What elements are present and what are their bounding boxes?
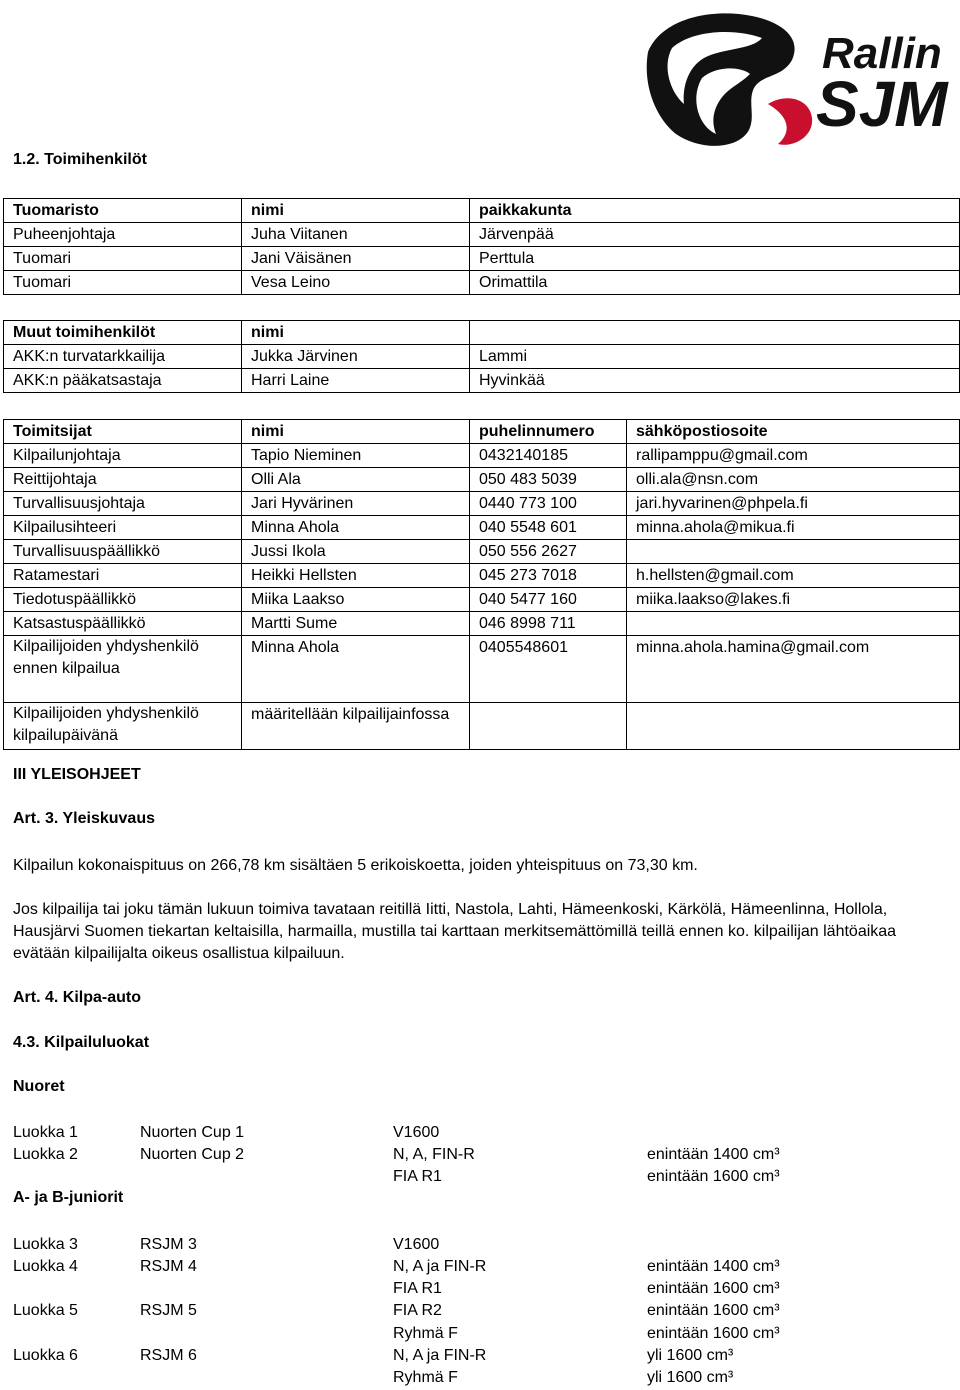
column-header: paikkakunta — [470, 199, 960, 223]
art3-heading: Art. 3. Yleiskuvaus — [13, 810, 155, 827]
class-cup: RSJM 5 — [140, 1302, 197, 1319]
table-row — [4, 703, 960, 750]
column-header: puhelinnumero — [470, 420, 627, 444]
table-cell — [470, 703, 627, 750]
kilpailuluokat-heading: 4.3. Kilpailuluokat — [13, 1034, 150, 1051]
nuoret-heading: Nuoret — [13, 1078, 65, 1095]
class-group: FIA R2 — [393, 1302, 442, 1319]
class-group: V1600 — [393, 1236, 440, 1253]
table-row — [4, 369, 960, 393]
email-cell — [627, 612, 960, 636]
table-cell: Turvallisuusjohtaja — [4, 492, 242, 516]
table-cell: Katsastuspäällikkö — [4, 612, 242, 636]
table-cell: 040 5548 601 — [470, 516, 627, 540]
email-cell: minna.ahola.hamina@gmail.com — [627, 636, 960, 703]
class-group: V1600 — [393, 1124, 440, 1141]
email-cell: rallipamppu@gmail.com — [627, 444, 960, 468]
logo-text-sjm: SJM — [816, 68, 948, 140]
table-cell: Hyvinkää — [470, 369, 960, 393]
toimitsijat-table — [3, 419, 960, 750]
table-row — [4, 468, 960, 492]
tuomaristo-table — [3, 198, 960, 295]
table-cell: 0405548601 — [470, 636, 627, 703]
table-cell: Tapio Nieminen — [242, 444, 470, 468]
class-name: Luokka 4 — [13, 1258, 78, 1275]
class-cup: Nuorten Cup 1 — [140, 1124, 245, 1141]
column-header: Tuomaristo — [4, 199, 242, 223]
table-cell: Jukka Järvinen — [242, 345, 470, 369]
column-header: nimi — [242, 420, 470, 444]
table-row — [4, 444, 960, 468]
table-cell: Martti Sume — [242, 612, 470, 636]
table-row — [4, 588, 960, 612]
email-cell: minna.ahola@mikua.fi — [627, 516, 960, 540]
table-cell: määritellään kilpailijainfossa — [242, 703, 470, 750]
class-limit: enintään 1600 cm³ — [647, 1302, 780, 1319]
muut-toimihenkilot-table — [3, 320, 960, 393]
class-limit: enintään 1600 cm³ — [647, 1325, 780, 1342]
class-group: Ryhmä F — [393, 1369, 458, 1386]
class-limit: yli 1600 cm³ — [647, 1369, 734, 1386]
table-cell: Järvenpää — [470, 223, 960, 247]
table-cell: Tuomari — [4, 271, 242, 295]
section-title: 1.2. Toimihenkilöt — [13, 151, 147, 168]
table-row — [4, 564, 960, 588]
class-group: FIA R1 — [393, 1168, 442, 1185]
class-name: Luokka 1 — [13, 1124, 78, 1141]
email-cell — [627, 703, 960, 750]
table-cell: Turvallisuuspäällikkö — [4, 540, 242, 564]
table-cell: Kilpailijoiden yhdyshenkilö kilpailupäivänä — [4, 703, 242, 750]
table-row — [4, 247, 960, 271]
table-cell: Ratamestari — [4, 564, 242, 588]
table-cell: Reittijohtaja — [4, 468, 242, 492]
column-header: Muut toimihenkilöt — [4, 321, 242, 345]
table-row — [4, 540, 960, 564]
email-cell — [627, 540, 960, 564]
table-row — [4, 636, 960, 703]
class-group: FIA R1 — [393, 1280, 442, 1297]
table-cell: Kilpailunjohtaja — [4, 444, 242, 468]
table-cell: 0432140185 — [470, 444, 627, 468]
table-row — [4, 492, 960, 516]
class-name: Luokka 3 — [13, 1236, 78, 1253]
class-cup: RSJM 6 — [140, 1347, 197, 1364]
table-cell: Juha Viitanen — [242, 223, 470, 247]
table-cell: Olli Ala — [242, 468, 470, 492]
art4-heading: Art. 4. Kilpa-auto — [13, 989, 142, 1006]
table-cell: Orimattila — [470, 271, 960, 295]
ab-juniorit-heading: A- ja B-juniorit — [13, 1189, 124, 1206]
class-limit: enintään 1600 cm³ — [647, 1168, 780, 1185]
class-name: Luokka 6 — [13, 1347, 78, 1364]
column-header — [470, 321, 960, 345]
class-limit: enintään 1400 cm³ — [647, 1258, 780, 1275]
table-cell: Minna Ahola — [242, 516, 470, 540]
table-row — [4, 612, 960, 636]
column-header: nimi — [242, 199, 470, 223]
class-name: Luokka 2 — [13, 1146, 78, 1163]
table-cell: Jari Hyvärinen — [242, 492, 470, 516]
table-cell: Kilpailusihteeri — [4, 516, 242, 540]
table-cell: Vesa Leino — [242, 271, 470, 295]
table-cell: Jussi Ikola — [242, 540, 470, 564]
table-cell: Minna Ahola — [242, 636, 470, 703]
table-row — [4, 223, 960, 247]
email-cell: miika.laakso@lakes.fi — [627, 588, 960, 612]
table-cell: 050 483 5039 — [470, 468, 627, 492]
yleisohjeet-heading: III YLEISOHJEET — [13, 766, 141, 783]
class-cup: RSJM 3 — [140, 1236, 197, 1253]
table-cell: Tuomari — [4, 247, 242, 271]
email-cell: jari.hyvarinen@phpela.fi — [627, 492, 960, 516]
class-limit: enintään 1600 cm³ — [647, 1280, 780, 1297]
class-cup: RSJM 4 — [140, 1258, 197, 1275]
column-header: nimi — [242, 321, 470, 345]
table-cell: AKK:n turvatarkkailija — [4, 345, 242, 369]
table-cell: Harri Laine — [242, 369, 470, 393]
table-cell: 0440 773 100 — [470, 492, 627, 516]
table-cell: 046 8998 711 — [470, 612, 627, 636]
column-header: Toimitsijat — [4, 420, 242, 444]
class-cup: Nuorten Cup 2 — [140, 1146, 245, 1163]
table-cell: Heikki Hellsten — [242, 564, 470, 588]
table-row — [4, 345, 960, 369]
table-row — [4, 271, 960, 295]
email-cell: olli.ala@nsn.com — [627, 468, 960, 492]
class-limit: enintään 1400 cm³ — [647, 1146, 780, 1163]
table-cell: Puheenjohtaja — [4, 223, 242, 247]
column-header: sähköpostiosoite — [627, 420, 960, 444]
table-cell: 045 273 7018 — [470, 564, 627, 588]
art3-paragraph-2: Jos kilpailija tai joku tämän lukuun toimiva tavataan reitillä Iitti, Nastola, Lahti, Hämeenkoski, Kärkölä, Hämeenlinna, Hollola, Hausjärvi Suomen tiekartan keltaisilla, harmailla, mustilla tai karttaan merkitsemättömillä teillä ennen ko. kilpailijan lähtöaikaa evätään kilpailijalta oikeus osallistua kilpailuun. — [13, 901, 897, 962]
logo-text-rallin: Rallin — [822, 29, 942, 78]
class-group: N, A, FIN-R — [393, 1146, 475, 1163]
table-cell: Kilpailijoiden yhdyshenkilö ennen kilpailua — [4, 636, 242, 703]
table-cell: AKK:n pääkatsastaja — [4, 369, 242, 393]
class-group: N, A ja FIN-R — [393, 1347, 487, 1364]
rallin-sjm-logo — [642, 8, 954, 156]
art3-paragraph-1: Kilpailun kokonaispituus on 266,78 km sisältäen 5 erikoiskoetta, joiden yhteispituus on 73,30 km. — [13, 857, 698, 874]
email-cell: h.hellsten@gmail.com — [627, 564, 960, 588]
table-cell: Miika Laakso — [242, 588, 470, 612]
class-limit: yli 1600 cm³ — [647, 1347, 734, 1364]
table-cell: Tiedotuspäällikkö — [4, 588, 242, 612]
table-cell: 050 556 2627 — [470, 540, 627, 564]
table-cell: Lammi — [470, 345, 960, 369]
table-cell: Jani Väisänen — [242, 247, 470, 271]
table-row — [4, 516, 960, 540]
class-group: N, A ja FIN-R — [393, 1258, 487, 1275]
table-cell: Perttula — [470, 247, 960, 271]
class-name: Luokka 5 — [13, 1302, 78, 1319]
class-group: Ryhmä F — [393, 1325, 458, 1342]
table-cell: 040 5477 160 — [470, 588, 627, 612]
